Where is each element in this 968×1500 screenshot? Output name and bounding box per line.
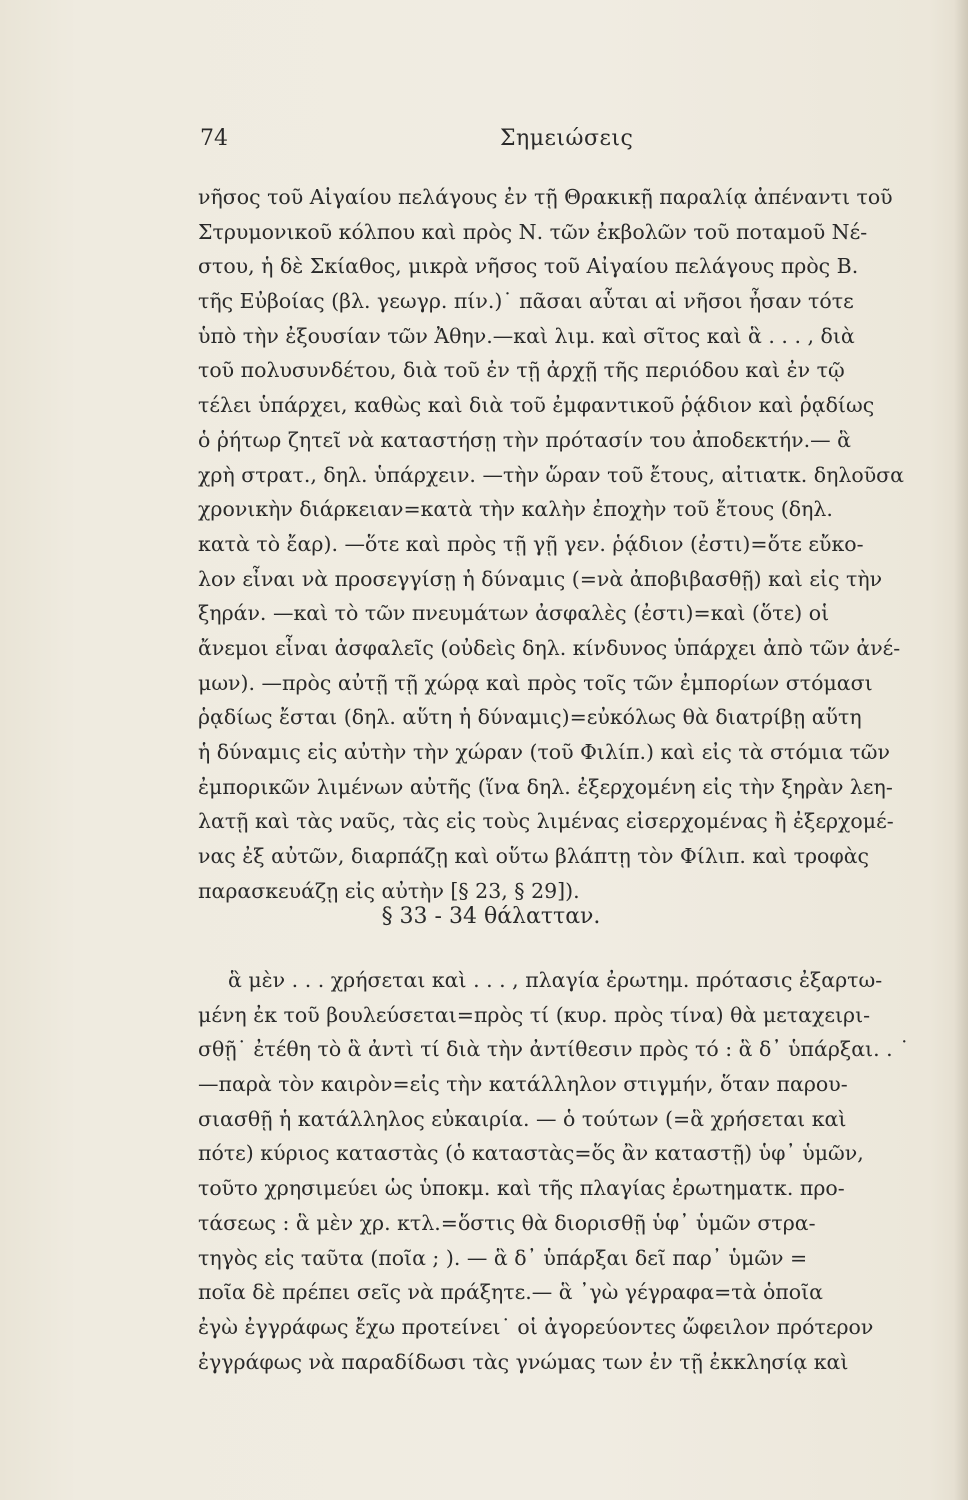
text-line: Στρυμονικοῦ κόλπου καὶ πρὸς Ν. τῶν ἐκβολῶν τοῦ ποταμοῦ Νέ- [198, 219, 868, 244]
page-number: 74 [200, 126, 228, 151]
page-header [200, 126, 740, 156]
text-line: τάσεως : ἃ μὲν χρ. κτλ.=ὅστις θὰ διορισθῇ ὑφ᾽ ὑμῶν στρα- [198, 1210, 816, 1235]
text-line: σιασθῇ ἡ κατάλληλος εὐκαιρία. — ὁ τούτων (=ἃ χρήσεται καὶ [198, 1106, 847, 1131]
text-line: παρασκευάζῃ εἰς αὐτὴν [§ 23, § 29]). [198, 878, 580, 903]
text-line: μων). —πρὸς αὐτῇ τῇ χώρᾳ καὶ πρὸς τοῖς τῶν ἐμπορίων στόμασι [198, 670, 873, 695]
text-line: ξηράν. —καὶ τὸ τῶν πνευμάτων ἀσφαλὲς (ἐστι)=καὶ (ὅτε) οἱ [198, 601, 830, 626]
text-line: νῆσος τοῦ Αἰγαίου πελάγους ἐν τῇ Θρακικῇ παραλίᾳ ἀπέναντι τοῦ [198, 185, 893, 209]
text-line: λατῇ καὶ τὰς ναῦς, τὰς εἰς τοὺς λιμένας εἰσερχομένας ἢ ἐξερχομέ- [198, 809, 894, 834]
text-line: λον εἶναι νὰ προσεγγίσῃ ἡ δύναμις (=νὰ ἀποβιβασθῇ) καὶ εἰς τὴν [198, 566, 883, 591]
text-line: χρὴ στρατ., δηλ. ὑπάρχειν. —τὴν ὥραν τοῦ ἔτους, αἰτιατκ. δηλοῦσα [198, 462, 905, 487]
text-line: ὑπὸ τὴν ἐξουσίαν τῶν Ἀθην.—καὶ λιμ. καὶ σῖτος καὶ ἃ . . . , διὰ [198, 323, 855, 348]
text-line: νας ἐξ αὐτῶν, διαρπάζῃ καὶ οὕτω βλάπτῃ τὸν Φίλιπ. καὶ τροφὰς [198, 844, 870, 869]
text-line: σθῇ˙ ἐτέθη τὸ ἃ ἀντὶ τί διὰ τὴν ἀντίθεσιν πρὸς τό : ἃ δ᾽ ὑπάρξαι. . ˙ [198, 1037, 910, 1062]
text-line: ῥᾳδίως ἔσται (δηλ. αὕτη ἡ δύναμις)=εὐκόλως θὰ διατρίβῃ αὕτη [198, 705, 862, 730]
text-line: τέλει ὑπάρχει, καθὼς καὶ διὰ τοῦ ἐμφαντικοῦ ῥᾴδιον καὶ ῥᾳδίως [198, 393, 875, 418]
text-line: ἐμπορικῶν λιμένων αὐτῆς (ἵνα δηλ. ἐξερχομένη εἰς τὴν ξηρὰν λεη- [198, 774, 893, 799]
text-line: ἐγγράφως νὰ παραδίδωσι τὰς γνώμας των ἐν τῇ ἐκκλησίᾳ καὶ [198, 1349, 849, 1374]
text-line: ποῖα δὲ πρέπει σεῖς νὰ πράξητε.— ἃ ᾽γὼ γέγραφα=τὰ ὁποῖα [198, 1280, 823, 1305]
text-line: πότε) κύριος καταστὰς (ὁ καταστὰς=ὅς ἂν καταστῇ) ὑφ᾽ ὑμῶν, [198, 1141, 864, 1166]
text-line: στου, ἡ δὲ Σκίαθος, μικρὰ νῆσος τοῦ Αἰγαίου πελάγους πρὸς Β. [198, 254, 859, 279]
page-edge-shadow [954, 0, 968, 1500]
text-line: —παρὰ τὸν καιρὸν=εἰς τὴν κατάλληλον στιγμήν, ὅταν παρου- [198, 1072, 848, 1097]
text-line: ἄνεμοι εἶναι ἀσφαλεῖς (οὐδεὶς δηλ. κίνδυνος ὑπάρχει ἀπὸ τῶν ἀνέ- [198, 635, 901, 660]
text-line: μένη ἐκ τοῦ βουλεύσεται=πρὸς τί (κυρ. πρὸς τίνα) θὰ μεταχειρι- [198, 1002, 871, 1027]
notes-paragraph-1 [198, 180, 905, 908]
text-line: ἡ δύναμις εἰς αὐτὴν τὴν χώραν (τοῦ Φιλίπ.) καὶ εἰς τὰ στόμια τῶν [198, 740, 890, 764]
text-line: κατὰ τὸ ἔαρ). —ὅτε καὶ πρὸς τῇ γῇ γεν. ῥᾴδιον (ἐστι)=ὅτε εὔκο- [198, 531, 864, 556]
notes-paragraph-2 [198, 963, 910, 1379]
text-line: τῆς Εὐβοίας (βλ. γεωγρ. πίν.)˙ πᾶσαι αὗται αἱ νῆσοι ἦσαν τότε [198, 289, 854, 314]
text-line: τοῦτο χρησιμεύει ὡς ὑποκμ. καὶ τῆς πλαγίας ἐρωτηματκ. προ- [198, 1176, 845, 1201]
text-line: τοῦ πολυσυνδέτου, διὰ τοῦ ἐν τῇ ἀρχῇ τῆς περιόδου καὶ ἐν τῷ [198, 358, 845, 383]
text-line: ἐγὼ ἐγγράφως ἔχω προτείνει˙ οἱ ἀγορεύοντες ὤφειλον πρότερον [198, 1314, 874, 1339]
text-line: τηγὸς εἰς ταῦτα (ποῖα ; ). — ἃ δ᾽ ὑπάρξαι δεῖ παρ᾽ ὑμῶν = [198, 1245, 808, 1270]
section-heading: § 33 - 34 θάλατταν. [381, 904, 601, 929]
text-line: ἃ μὲν . . . χρήσεται καὶ . . . , πλαγία ἐρωτημ. πρότασις ἐξαρτω- [228, 968, 883, 992]
text-line: χρονικὴν διάρκειαν=κατὰ τὴν καλὴν ἐποχὴν τοῦ ἔτους (δηλ. [198, 497, 833, 522]
text-line: ὁ ῥήτωρ ζητεῖ νὰ καταστήσῃ τὴν πρότασίν του ἀποδεκτήν.— ἃ [198, 427, 852, 452]
running-head: Σημειώσεις [500, 126, 634, 151]
